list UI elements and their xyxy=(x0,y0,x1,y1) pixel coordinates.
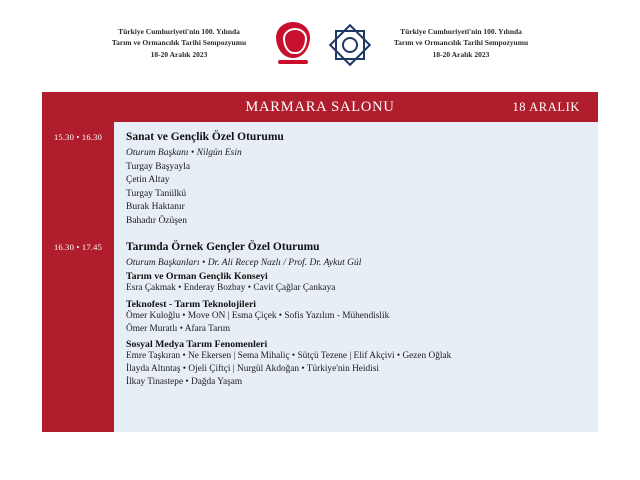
hall-name: MARMARA SALONU xyxy=(245,98,395,115)
session-details xyxy=(114,232,598,407)
session-chair: Oturum Başkanı • Nilgün Esin xyxy=(126,148,242,158)
group-members: İlkay Tinastepe • Dağda Yaşam xyxy=(126,377,243,388)
speaker-name: Çetin Altay xyxy=(126,175,170,186)
session-time: 16.30 • 17.45 xyxy=(53,242,103,253)
speaker-name: Burak Haktanır xyxy=(126,202,185,213)
bottom-spacer xyxy=(126,390,588,404)
session-item xyxy=(53,232,598,407)
header-left-line-2: Tarım ve Ormancılık Tarihi Sempozyumu xyxy=(111,38,247,48)
header-left-line-1: Türkiye Cumhuriyeti'nin 100. Yılında xyxy=(118,26,240,36)
session-time: 15.30 • 16.30 xyxy=(53,132,103,142)
speaker-name: Turgay Başyayla xyxy=(126,162,191,172)
group-title: Teknofest - Tarım Teknolojileri xyxy=(126,298,257,310)
ministry-emblem-icon xyxy=(272,20,314,66)
header-text-left xyxy=(104,26,254,61)
hall-title-bar xyxy=(42,92,598,122)
session-details xyxy=(114,122,598,232)
header-left-line-3: 18-20 Aralık 2023 xyxy=(150,49,208,59)
symposium-emblem-icon xyxy=(328,23,368,63)
group-members: Emre Taşkıran • Ne Ekersen | Sema Mihaliç • Sütçü Tezene | Elif Akçivi • Gezen Oğlak xyxy=(126,350,452,361)
group-members: Esra Çakmak • Enderay Bozbay • Cavit Çağlar Çankaya xyxy=(126,283,336,294)
group-title: Tarım ve Orman Gençlik Konseyi xyxy=(126,271,268,283)
session-chair: Oturum Başkanları • Dr. Ali Recep Nazlı / Prof. Dr. Aykut Gül xyxy=(126,258,362,269)
date-label: 18 ARALIK xyxy=(512,99,580,114)
group-members: Ömer Muratlı • Afara Tarım xyxy=(126,323,231,334)
session-list xyxy=(53,122,598,432)
header-right-line-2: Tarım ve Ormancılık Tarihi Sempozyumu xyxy=(393,38,529,48)
header-right-line-3: 18-20 Aralık 2023 xyxy=(432,49,490,59)
session-item xyxy=(53,122,598,232)
program-body xyxy=(42,122,598,432)
logo-group xyxy=(272,20,368,66)
header-right-line-1: Türkiye Cumhuriyeti'nin 100. Yılında xyxy=(400,26,522,36)
group-title: Sosyal Medya Tarım Fenomenleri xyxy=(126,338,268,350)
document-header xyxy=(0,0,640,76)
session-title: Tarımda Örnek Gençler Özel Oturumu xyxy=(126,241,320,254)
speaker-name: Turgay Tanülkü xyxy=(126,188,187,199)
header-text-right xyxy=(386,26,536,61)
group-members: İlayda Altıntaş • Ojeli Çiftçi | Nurgül Akdoğan • Türkiye'nin Heidisi xyxy=(126,364,379,375)
speaker-name: Bahadır Özüşen xyxy=(126,215,187,226)
session-title: Sanat ve Gençlik Özel Oturumu xyxy=(126,131,284,143)
group-members: Ömer Kuloğlu • Move ON | Esma Çiçek • Sofis Yazılım - Mühendislik xyxy=(126,310,390,321)
